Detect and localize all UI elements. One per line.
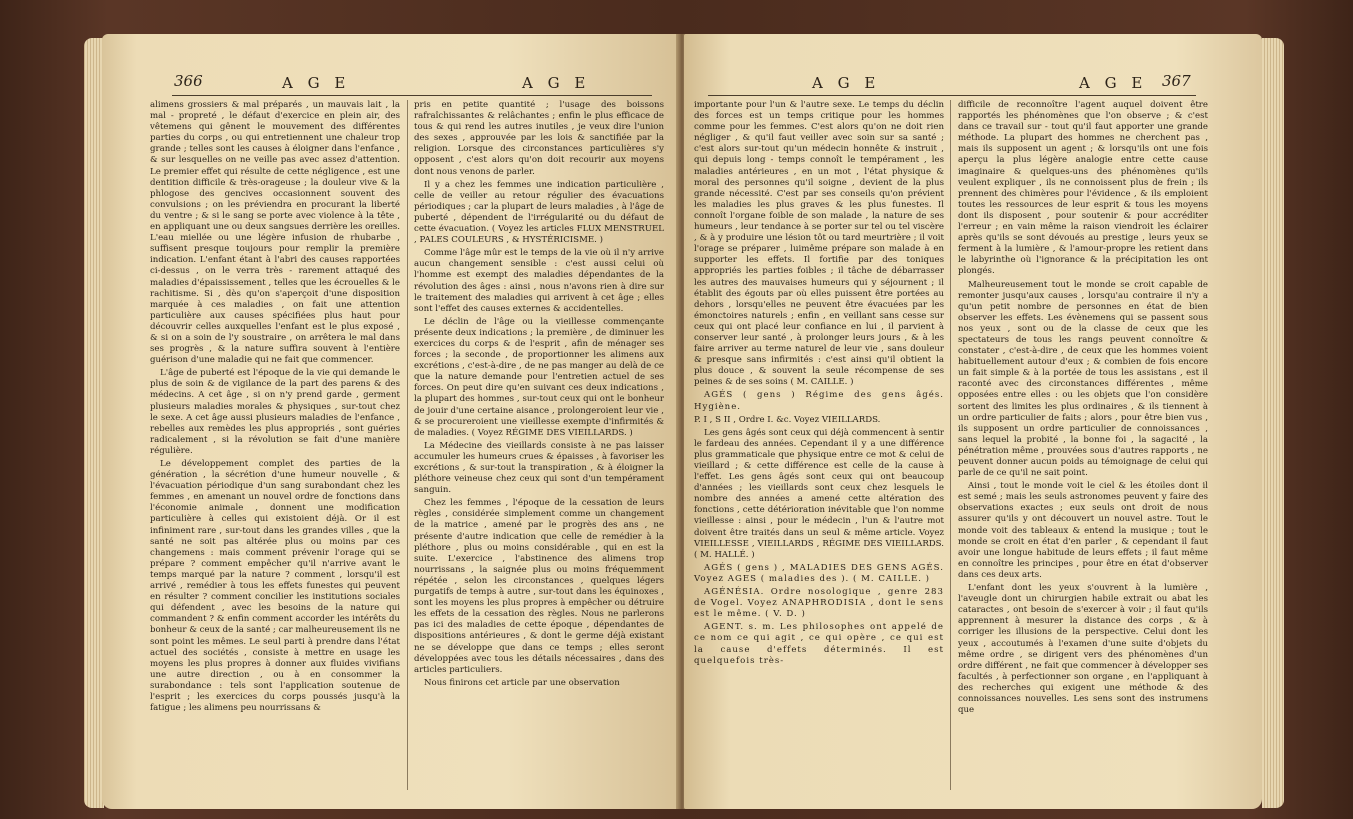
right-page-edges	[1262, 38, 1284, 808]
paragraph: Ainsi , tout le monde voit le ciel & les étoiles dont il est semé ; mais les seuls astronomes peuvent y faire des observations exactes ; eux seuls ont droit de nous assurer qu'ils y ont découvert un nouvel astre. Tout le monde voit des tableaux & entend la musique ; tout le monde se croit en état d'en parler , & cependant il faut avoir une longue habitude de leurs effets ; il faut même en connoître les principes , pour être en état d'observer dans ces deux arts.	[958, 481, 1208, 580]
paragraph: L'âge de puberté est l'époque de la vie qui demande le plus de soin & de vigilance de la part des parens & des médecins. A cet âge , si on n'y prend garde , germent plusieurs maladies morales & physiques , sur-tout chez le sexe. A cet âge aussi plusieurs maladies de l'enfance , rebelles aux remèdes les plus appropriés , sont guéries radicalement , si la révolution se fait d'une manière régulière.	[150, 368, 400, 456]
running-head-right-col2: A G E	[1079, 74, 1148, 92]
paragraph: difficile de reconnoître l'agent auquel doivent être rapportés les phénomènes que l'on observe ; & c'est dans ce travail sur - tout qu'il faut apporter une grande méthode. La plupart des hommes ne cherchent pas , mais ils supposent un agent ; & lorsqu'ils ont une fois aperçu la plus légère analogie entre cette cause imaginaire & quelques-uns des phénomènes qu'ils veulent expliquer , ils ne connoissent plus de frein ; ils prennent des chimères pour l'évidence , & ils emploient toutes les ressources de leur esprit & tous les moyens dont ils disposent , pour soutenir & pour accréditer l'erreur ; en vain même la raison viendroit les éclairer après qu'ils se sont dévoués au prestige , leurs yeux se ferment à la lumière , & l'amour-propre les retient dans le labyrinthe où l'ignorance & la précipitation les ont plongés.	[958, 100, 1208, 277]
paragraph: Malheureusement tout le monde se croit capable de remonter jusqu'aux causes , lorsqu'au contraire il n'y a qu'un petit nombre de personnes en état de bien observer les effets. Les évènemens qui se passent sous nos yeux , sont ou de la classe de ceux que les spectateurs de tous les rangs peuvent connoître & constater , c'est-à-dire , de ceux que les hommes voient habituellement autour d'eux ; & combien de fois encore un fait simple & à la portée de tous les assistans , est il raconté avec des circonstances différentes , même opposées entre elles : ou les objets que l'on considère sortent des limites les plus ordinaires , & ils tiennent à un ordre particulier de faits ; alors , pour être bien vus , ils supposent un ordre particulier de connoissances , sans lequel la probité , la bonne foi , la sagacité , la pénétration même , prouvées sous d'autres rapports , ne peuvent donner aucun poids au témoignage de celui qui parle de ce qu'il ne sait point.	[958, 279, 1208, 479]
paragraph: L'enfant dont les yeux s'ouvrent à la lumière , l'aveugle dont un chirurgien habile extrait ou abat les cataractes , ont besoin de s'exercer à voir ; il faut qu'ils apprennent à mesurer la distance des corps , & à corriger les illusions de la perspective. Celui dont les yeux , accoutumés à l'examen d'une suite d'objets du même ordre , se dirigent vers des phénomènes d'un ordre différent , ne fait que commencer à développer ses facultés , à perfectionner son organe , en l'appliquant à des recherches qui exigent une méthode & des connoissances nouvelles. Les sens sont des instrumens que	[958, 583, 1208, 716]
left-page	[102, 34, 680, 809]
paragraph: Les gens âgés sont ceux qui déjà commencent à sentir le fardeau des années. Cependant il y a une différence plus grammaticale que physique entre ce mot & celui de vieillard ; & cette différence est celle de la cause à l'effet. Les gens âgés sont ceux qui ont beaucoup d'années ; les vieillards sont ceux chez lesquels le nombre des années a amené cette altération des fonctions , cette détérioration inévitable que l'on nomme vieillesse : ainsi , pour le médecin , l'un & l'autre mot doivent être traités dans un seul & même article. Voyez VIEILLESSE , VIEILLARDS , RÉGIME DES VIEILLARDS. ( M. HALLÉ. )	[694, 427, 944, 560]
page-number-left: 366	[174, 72, 203, 90]
paragraph: La Médecine des vieillards consiste à ne pas laisser accumuler les humeurs crues & épaisses , à favoriser les excrétions , & sur-tout la transpiration , & à éloigner la pléthore veineuse chez ceux qui sont d'un tempérament sanguin.	[414, 440, 664, 496]
header-rule-right	[708, 95, 1196, 96]
article-heading: AGÉS ( gens ) Régime des gens âgés. Hygiène.	[694, 390, 944, 412]
page-number-right: 367	[1162, 72, 1191, 90]
paragraph: importante pour l'un & l'autre sexe. Le temps du déclin des forces est un temps critique pour les hommes comme pour les femmes. C'est alors qu'on ne doit rien négliger , & qu'il faut veiller avec soin sur sa santé ; c'est alors sur-tout qu'un médecin honnête & instruit , qui depuis long - temps connoît le tempérament , les maladies antérieures , en un mot , l'état physique & moral des personnes qu'il soigne , devient de la plus grande nécessité. C'est par ses conseils qu'on prévient les maladies les plus graves & les plus funestes. Il connoît l'organe foible de son malade , la nature de ses humeurs , leur tendance à se porter sur tel ou tel viscère , & à y produire une lésion tôt ou tard meurtrière ; il voit l'orage se préparer , luimême prépare son malade à en supporter les effets. Il fortifie par des toniques appropriés les parties foibles ; il tâche de débarrasser les autres des mauvaises humeurs qui y séjournent ; il établit des égouts par où elles puissent être portées au dehors , lorsqu'elles ne peuvent être évacuées par les émonctoires naturels ; enfin , en veillant sans cesse sur ceux qui ont placé leur confiance en lui , il parvient à conserver leur santé , à prolonger leurs jours , & à les faire arriver au terme naturel de leur vie , sans douleur & presque sans infirmités : c'est ainsi qu'il obtient la plus douce , & souvent la seule récompense de ses peines & de ses soins ( M. CAILLE. )	[694, 100, 944, 388]
article-heading: AGENT. s. m. Les philosophes ont appelé de ce nom ce qui agit , ce qui opère , ce qui est la cause d'effets déterminés. Il est quelquefois très-	[694, 622, 944, 666]
paragraph: Comme l'âge mûr est le temps de la vie où il n'y arrive aucun changement sensible : c'est aussi celui où l'homme est exempt des maladies dépendantes de la révolution des âges : ainsi , nous n'avons rien à dire sur le traitement des maladies qui arrivent à cet âge ; elles sont l'effet des causes externes & accidentelles.	[414, 248, 664, 314]
running-head-right-col1: A G E	[812, 74, 881, 92]
right-page-column-2	[958, 100, 1208, 718]
column-divider	[950, 100, 951, 790]
paragraph: Il y a chez les femmes une indication particulière , celle de veiller au retour régulier des évacuations périodiques ; car la plupart de leurs maladies , à l'âge de puberté , dépendent de l'irrégularité ou du défaut de cette évacuation. ( Voyez les articles FLUX MENSTRUEL , PALES COULEURS , & HYSTÉRICISME. )	[414, 179, 664, 246]
paragraph: Le développement complet des parties de la génération , la sécrétion d'une humeur nouvelle , & l'évacuation périodique d'un sang surabondant chez les femmes , en amenant un nouvel ordre de fonctions dans l'économie animale , donnent une modification particulière à celles qui existoient déjà. Or il est infiniment rare , sur-tout dans les grandes villes , que la santé ne soit pas altérée plus ou moins par ces changemens : mais comment prévenir l'orage qui se prépare ? comment empêcher qu'il n'arrive avant le temps marqué par la nature ? comment , lorsqu'il est arrivé , remédier à tous les effets funestes qui peuvent en résulter ? comment concilier les institutions sociales qui défendent , avec les besoins de la nature qui commandent ? & enfin comment accorder les intérêts du bonheur & ceux de la santé ; car malheureusement ils ne sont point les mêmes. Le seul parti à prendre dans l'état actuel des sociétés , consiste à mettre en usage les moyens les plus propres à donner aux fluides vivifians une autre direction , ou à en consommer la surabondance : tels sont l'application soutenue de l'esprit ; les exercices du corps poussés jusqu'à la fatigue ; les alimens peu nourrissans &	[150, 459, 400, 714]
running-head-left-col1: A G E	[282, 74, 351, 92]
paragraph: alimens grossiers & mal préparés , un mauvais lait , la mal - propreté , le défaut d'exercice en plein air, des vêtemens qui gênent le mouvement des différentes parties du corps , ou qui entretiennent une chaleur trop grande ; telles sont les causes à éloigner dans l'enfance , & sur lesquelles on ne veille pas avec assez d'attention. Le premier effet qui résulte de cette négligence , est une dentition difficile & très-orageuse ; la douleur vive & la phlogose des gencives occasionnent souvent des convulsions ; on les préviendra en procurant la liberté du ventre ; & si le sang se porte avec violence à la tête , en appliquant une ou deux sangsues derrière les oreilles. L'eau miellée ou une légère infusion de rhubarbe , suffisent presque toujours pour remplir la première indication. L'enfant étant à l'abri des causes rapportées ci-dessus , on le verra très - rarement attaqué des maladies d'épaississement , telles que les écrouelles & le rachitisme. Si , dès qu'on s'aperçoit d'une disposition marquée à ces maladies , on fait une attention particulière aux causes spécifiées plus haut pour découvrir celles auxquelles l'enfant est le plus exposé , & si on a soin de l'y soustraire , on arrêtera le mal dans ses progrès , & la nature suffira souvent à l'entière guérison d'une maladie qui ne fait que commencer.	[150, 100, 401, 366]
right-page-column-1	[694, 100, 944, 669]
article-heading: AGÉNÉSIA. Ordre nosologique , genre 283 de Vogel. Voyez ANAPHRODISIA , dont le sens est le même. ( V. D. )	[694, 587, 944, 620]
left-page-column-1	[150, 100, 400, 716]
left-page-column-2	[414, 100, 664, 691]
paragraph: Le déclin de l'âge ou la vieillesse commençante présente deux indications ; la première , de diminuer les exercices du corps & de l'esprit , afin de ménager ses forces ; la seconde , de proportionner les alimens aux excrétions , c'est-à-dire , de ne pas manger au delà de ce que la nature demande pour l'entretien actuel de ses forces. On peut dire qu'en suivant ces deux indications , la plupart des hommes , sur-tout ceux qui ont le bonheur de jouir d'une certaine aisance , prolongeroient leur vie , & se procureroient une vieillesse exempte d'infirmités & de maladies. ( Voyez RÉGIME DES VIEILLARDS. )	[414, 316, 664, 438]
paragraph: pris en petite quantité ; l'usage des boissons rafraîchissantes & relâchantes ; enfin le plus efficace de tous & qui rend les autres inutiles , je veux dire l'union des sexes , approuvée par les lois & sanctifiée par la religion. Lorsque des circonstances particulières s'y opposent , c'est alors qu'on doit recourir aux moyens dont nous venons de parler.	[414, 100, 664, 177]
paragraph: Nous finirons cet article par une observation	[424, 677, 620, 688]
paragraph: Chez les femmes , l'époque de la cessation de leurs règles , considérée simplement comme un changement de la matrice , amené par le progrès des ans , ne présente d'autre indication que celle de remédier à la pléthore , plus ou moins considérable , qui en est la suite. L'exercice , l'abstinence des alimens trop nourrissans , la saignée plus ou moins fréquemment répétée , selon les circonstances , quelques légers purgatifs de temps à autre , sur-tout dans les équinoxes , sont les moyens les plus propres à empêcher ou détruire les effets de la cessation des règles. Nous ne parlerons pas ici des maladies de cette époque , dépendantes de dispositions antérieures , & dont le germe déjà existant ne se développe que dans ce temps ; elles seront développées avec tous les détails nécessaires , dans des articles particuliers.	[414, 498, 664, 675]
left-page-edges	[84, 38, 104, 808]
paragraph: P. I , S II , Ordre I. &c. Voyez VIEILLARDS.	[694, 414, 881, 425]
column-divider	[407, 100, 408, 790]
article-heading: AGÉS ( gens ) , MALADIES DES GENS AGÉS. Voyez AGES ( maladies des ). ( M. CAILLE. )	[694, 562, 944, 584]
running-head-left-col2: A G E	[522, 74, 591, 92]
right-page	[684, 34, 1262, 809]
header-rule-left	[172, 95, 652, 96]
